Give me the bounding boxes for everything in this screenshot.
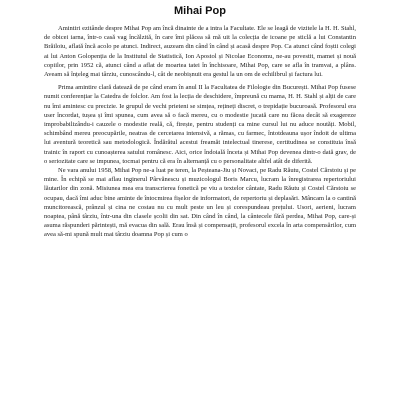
paragraph-3: Ne vara anului 1958, Mihai Pop ne-a luat pe teren, la Peșteana-Jiu și Novaci, pe Radu Răutu, Costel Cărstoiu și pe mine. În echipă se mai aflau inginerul Pârvănescu și muzicologul Boris Marcu, lucram la înregistrarea repertoriului lăutarilor din zonă. Misiunea mea era transcrierea fonetică pe viu a textelor cântate, Radu Răutu și Costel Cărstoiu se ocupau, dacă îmi aduc bine aminte de întocmirea fișelor de informatori, de repertoriu și deplasări. Mâncam la o cantină muncitorească, prânzul și cina ne costau nu cu mult peste un leu și corespundeau prețului. Usori, aerieni, lucram noaptea, până târziu, într-una din clasele școlii din sat. Din când în când, la cântecele fără perdea, Mihai Pop, care-și asuma răspunderi părintești, mă evacua din sală. Erau însă și compensații, profesorul excela în arta compensărilor, cum avea să-mi spună mult mai târziu doamna Pop și cum o [44, 167, 356, 239]
paragraph-2: Prima amintire clară datează de pe când eram în anul II la Facultatea de Filologie din București. Mihai Pop fusese numit conferențiar la Catedra de folclor. Am fost la lecția de deschidere, împreună cu mama, H. H. Stahl și alții de care nu îmi amintesc cu precizie. Ie grupul de vechi prieteni se simțea, rețineți discret, o trepidație bucuroasă. Profesorul era user încordat, tușea și îmi spunea, cum avea să o facă mereu, cu o modestie jucată care nu făcea decât să exagereze improbabilizându-i cauzele o modestie reală, că, firește, pentru studenți ca mine cursul lui nu aduce noutăți. Mobil, schimbând mereu preocupările, neatras de cercetarea intensivă, a rămas, cu farmec, întotdeauna ușor îndoit de ultima lui aventură teoretică sau metodologică. Îndărătul acestui freamăt intelectual tinerese, certitudinea se constituia însă trainic în raport cu cunoașterea satului românesc. Aici, orice îndoială înceta și Mihai Pop devenea dintr-o dată grav, de o seriozitate care se impunea, tocmai pentru că era în alternanță cu o personalitate altfel atât de diferită. [44, 84, 356, 165]
page-title: Mihai Pop [174, 5, 226, 17]
document-page [44, 0, 356, 240]
paragraph-1: Amintiri ezitânde despre Mihai Pop am încă dinainte de a intra la Facultate. Ele se leagă de vizitele la H. H. Stahl, de obicei iarna, într-o casă vag încălzită, în care îmi plăcea să mă uit la colecția de icoane pe sticlă a lui Constantin Brăiloiu, aflată încă acolo pe atunci. Indirect, auzeam din când în când și acasă despre Pop. Ca atunci când foștii colegi ai lui Anton Golopenția de la Institutul de Statistică, Ion Apostol și Nicolae Economu, ne-au povestit, mamei și nouă copiilor, prin 1952 că, atunci când a aflat de moartea tatei în închisoare, Mihai Pop, care se afla în tramvai, a plâns. Aveam să înțeleg mai târziu, cunoscându-l, cât de neobișnuit era gestul la un om de echilibrul și factura lui. [44, 25, 356, 79]
